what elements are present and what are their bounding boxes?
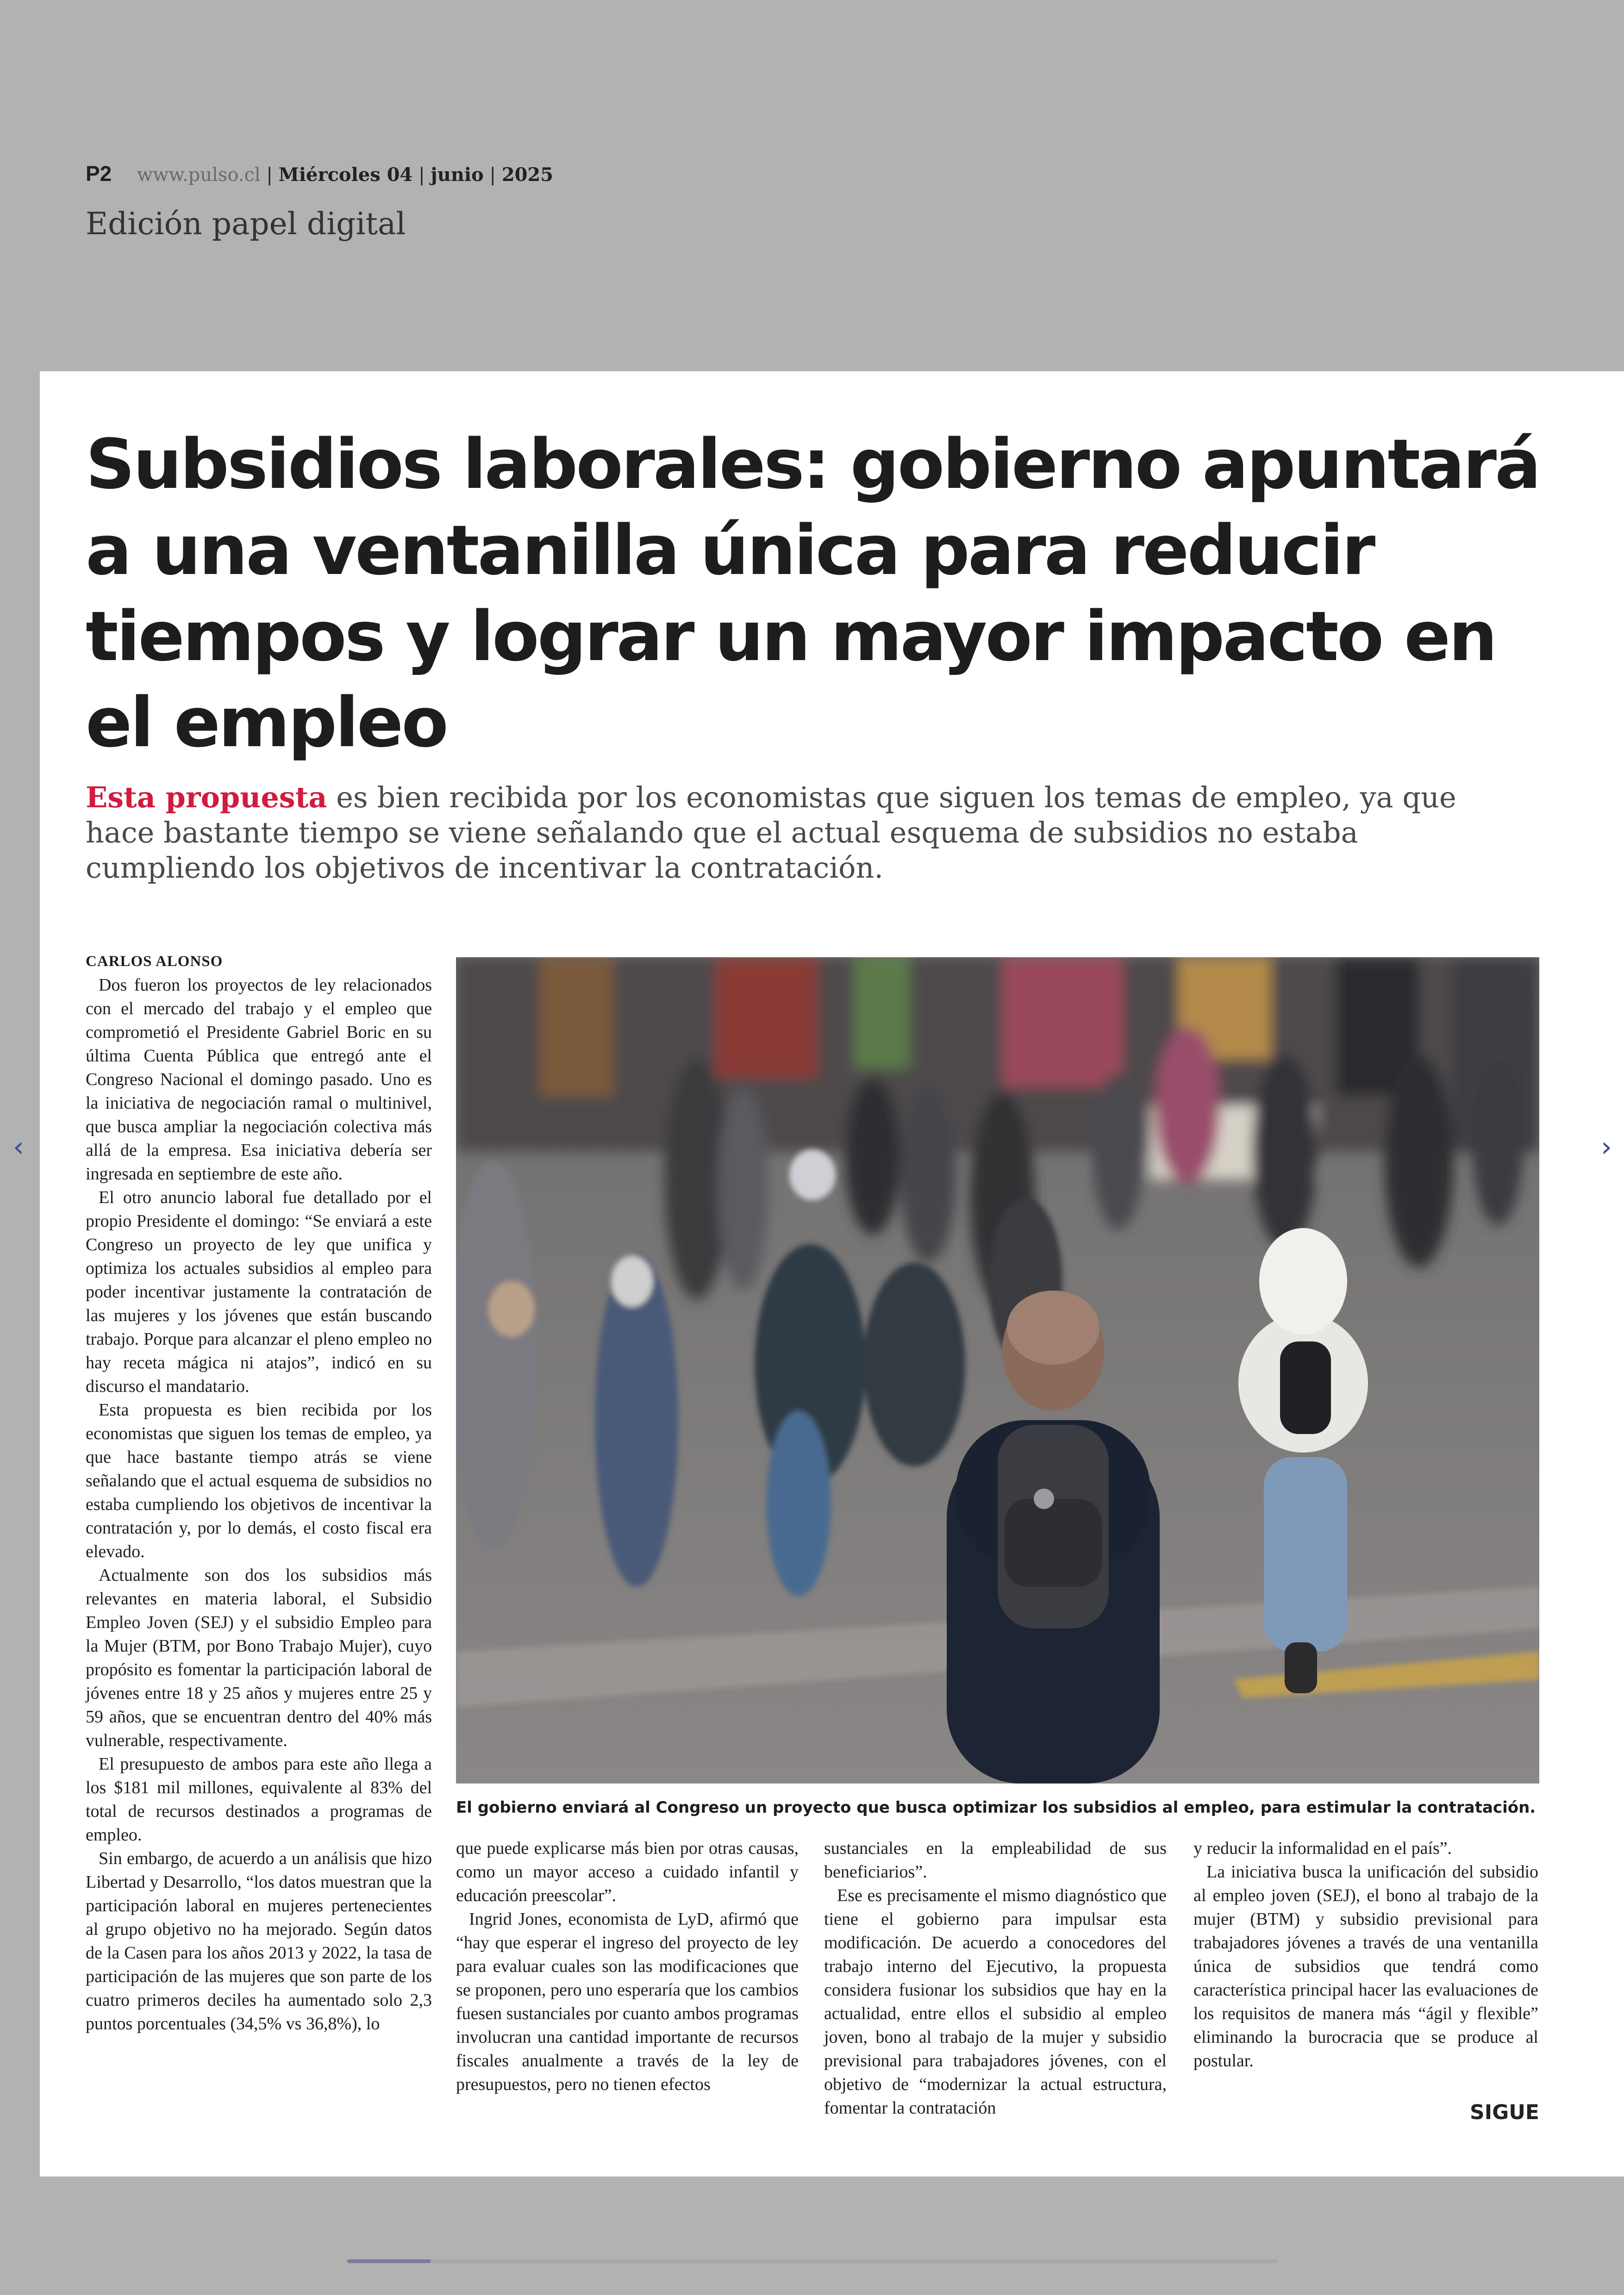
paragraph: Sin embargo, de acuerdo a un análisis que hizo Libertad y Desarrollo, “los datos muestran que la participación laboral en mujeres pertenecientes al grupo objetivo no ha mejorado. Según datos de la Casen para los años 2013 y 2022, la tasa de participación de las mujeres que son parte de los cuatro primeros deciles ha aumentado solo 2,3 puntos porcentuales (34,5% vs 36,8%), lo	[86, 1849, 432, 2033]
separator: |	[489, 164, 496, 186]
scrollbar-thumb[interactable]	[347, 2259, 431, 2263]
article-column-4	[1193, 1837, 1538, 2073]
paragraph: Dos fueron los proyectos de ley relacionados con el mercado del trabajo y el empleo que comprometió el Presidente Gabriel Boric en su última Cuenta Pública que entregó ante el Congreso Nacional el domingo pasado. Uno es la iniciativa de negociación ramal o multinivel, que busca ampliar la negociación colectiva más allá de la empresa. Esa iniciativa debería ser ingresada en septiembre de este año.	[86, 975, 432, 1184]
separator: |	[266, 164, 273, 186]
date-year: 2025	[501, 164, 554, 186]
chevron-right-icon: ›	[1601, 1131, 1612, 1163]
page-scrollbar[interactable]	[347, 2259, 1278, 2263]
paragraph: Esta propuesta es bien recibida por los economistas que siguen los temas de empleo, ya que hace bastante tiempo atrás se viene señalando que el actual esquema de subsidios no estaba cumpliendo los objetivos de incentivar la contratación y, por lo demás, el costo fiscal era elevado.	[86, 1400, 432, 1561]
next-page-button[interactable]	[1593, 1129, 1620, 1166]
photo-caption: El gobierno enviará al Congreso un proyecto que busca optimizar los subsidios al empleo, para estimular la contratación.	[456, 1798, 1536, 1817]
chevron-left-icon: ‹	[13, 1131, 24, 1163]
page-number: P2	[86, 162, 112, 186]
paragraph: El presupuesto de ambos para este año llega a los $181 mil millones, equivalente al 83% del total de recursos destinados a programas de empleo.	[86, 1754, 432, 1845]
paragraph: La iniciativa busca la unificación del subsidio al empleo joven (SEJ), el bono al trabajo de la mujer (BTM) y subsidio previsional para trabajadores jóvenes a través de una ventanilla única de subsidios que tendrá como característica principal hacer las evaluaciones de los requisitos de manera más “ágil y flexible” eliminando la burocracia que se produce al postular.	[1193, 1862, 1538, 2070]
headline: Subsidios laborales: gobierno apuntará a una ventanilla única para reducir tiempos y lograr un mayor impacto en el empleo	[86, 424, 1539, 762]
date-weekday: Miércoles 04	[278, 164, 413, 186]
dek-lead: Esta propuesta	[86, 780, 327, 814]
edition-label: Edición papel digital	[86, 206, 406, 242]
dek	[86, 780, 1498, 886]
continue-label: SIGUE	[1470, 2101, 1539, 2124]
separator: |	[418, 164, 425, 186]
paragraph: que puede explicarse más bien por otras causas, como un mayor acceso a cuidado infantil y educación preescolar”.	[456, 1839, 799, 1905]
paragraph: sustanciales en la empleabilidad de sus beneficiarios”.	[824, 1839, 1167, 1882]
article-column-2	[456, 1837, 799, 2096]
photo-illustration	[456, 957, 1539, 1784]
date-month: junio	[431, 164, 484, 186]
paragraph: Ingrid Jones, economista de LyD, afirmó que “hay que esperar el ingreso del proyecto de ley para evaluar cuales son las modificaciones que se proponen, pero uno esperaría que los cambios fuesen sustanciales por cuanto ambos programas involucran una cantidad importante de recursos fiscales anualmente a través de la ley de presupuestos, pero no tienen efectos	[456, 1909, 799, 2094]
paragraph: Actualmente son dos los subsidios más relevantes en materia laboral, el Subsidio Empleo Joven (SEJ) y el subsidio Empleo para la Mujer (BTM, por Bono Trabajo Mujer), cuyo propósito es fomentar la participación laboral de jóvenes entre 18 y 25 años y mujeres entre 25 y 59 años, que se encuentran dentro del 40% más vulnerable, respectivamente.	[86, 1565, 432, 1750]
paragraph: y reducir la informalidad en el país”.	[1193, 1839, 1452, 1858]
prev-page-button[interactable]	[5, 1129, 32, 1166]
site-url[interactable]: www.pulso.cl	[137, 164, 261, 186]
page-info	[86, 161, 553, 186]
dek-text: es bien recibida por los economistas que siguen los temas de empleo, ya que hace bastante tiempo se viene señalando que el actual esquema de subsidios no estaba cumpliendo los objetivos de incentivar la contratación.	[86, 780, 1456, 885]
paragraph: El otro anuncio laboral fue detallado por el propio Presidente el domingo: “Se enviará a este Congreso un proyecto de ley que unifica y optimiza los actuales subsidios al empleo para poder incentivar justamente la contratación de las mujeres y los jóvenes que están buscando trabajo. Porque para alcanzar el pleno empleo no hay receta mágica ni atajos”, indicó en su discurso el mandatario.	[86, 1188, 432, 1396]
article-column-3	[824, 1837, 1167, 2120]
article-photo	[456, 957, 1539, 1784]
byline: CARLOS ALONSO	[86, 953, 223, 970]
article-column-1	[86, 950, 432, 2033]
paragraph: Ese es precisamente el mismo diagnóstico que tiene el gobierno para impulsar esta modificación. De acuerdo a conocedores del trabajo interno del Ejecutivo, la propuesta considera fusionar los subsidios que hay en la actualidad, entre ellos el subsidio al empleo joven, bono al trabajo de la mujer y subsidio previsional para trabajadores jóvenes, con el objetivo de “modernizar la actual estructura, fomentar la contratación	[824, 1886, 1167, 2118]
